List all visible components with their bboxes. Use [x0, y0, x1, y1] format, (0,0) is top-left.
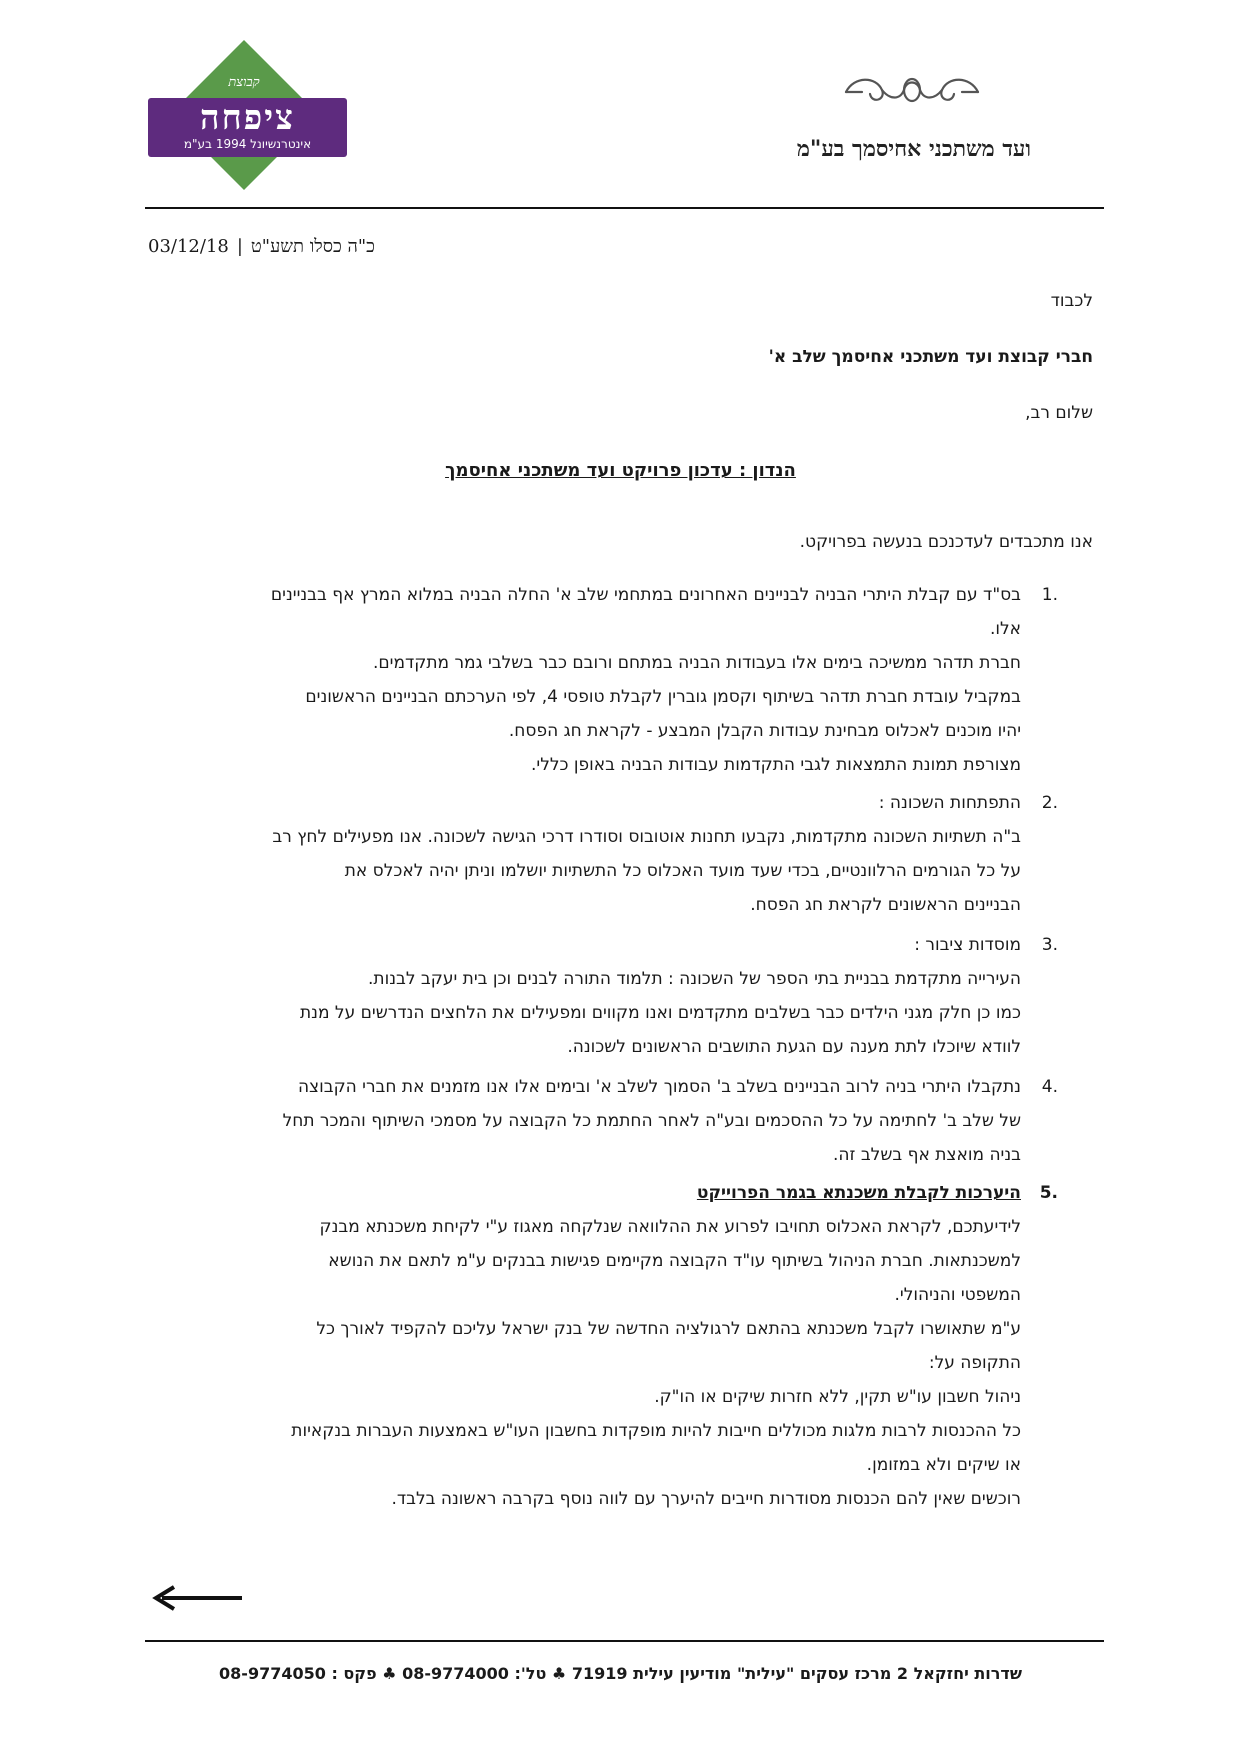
item-line: המשפטי והניהולי.: [894, 1285, 1021, 1305]
item-line: לידיעתכם, לקראת האכלוס תחויבו לפרוע את ההלוואה שנלקחה מאגוז ע"י לקיחת משכנתא מבנק: [319, 1217, 1021, 1237]
item-line: ב"ה תשתיות השכונה מתקדמות, נקבעו תחנות אוטובוס וסודרו דרכי הגישה לשכונה. אנו מפעילים לחץ רב: [272, 827, 1021, 847]
item-title: מוסדות ציבור :: [914, 935, 1021, 955]
item-number: 4.: [1041, 1077, 1058, 1097]
item-title: התפתחות השכונה :: [878, 793, 1021, 813]
footer-divider: [145, 1640, 1104, 1642]
company-logo: [148, 98, 347, 157]
footer-address: שדרות יחזקאל 2 מרכז עסקים "עילית" מודיעין עילית 71919 ♣ טל': 08-9774000 ♣ פקס : 08-9774050: [219, 1664, 1022, 1683]
item-line: של שלב ב' לחתימה על כל ההסכמים ובע"ה לאחר החתמת כל הקבוצה על מסמכי השיתוף והמכר תחל: [282, 1111, 1021, 1131]
item-number: 1.: [1041, 585, 1058, 605]
item-title: היערכות לקבלת משכנתא בגמר הפרוייקט: [696, 1183, 1021, 1203]
date-line: [148, 236, 375, 257]
hebrew-date: כ"ה כסלו תשע"ט: [250, 236, 375, 257]
gregorian-date: 03/12/18: [148, 236, 229, 257]
to-label: לכבוד: [1050, 291, 1093, 311]
item-line: לוודא שיוכלו לתת מענה עם הגעת התושבים הראשונים לשכונה.: [567, 1037, 1021, 1057]
item-line: ניהול חשבון עו"ש תקין, ללא חזרות שיקים או הו"ק.: [654, 1387, 1021, 1407]
item-line: במקביל עובדת חברת תדהר בשיתוף וקסמן גוברין לקבלת טופסי 4, לפי הערכתם הבניינים הראשונים: [305, 687, 1021, 707]
ornament-icon: [842, 70, 982, 116]
greeting: שלום רב,: [1025, 403, 1093, 423]
arrow-left-icon: [152, 1585, 244, 1611]
item-line: הבניינים הראשונים לקראת חג הפסח.: [750, 895, 1021, 915]
item-line: ע"מ שתאושרו לקבל משכנתא בהתאם לרגולציה החדשה של בנק ישראל עליכם להקפיד לאורך כל: [316, 1319, 1021, 1339]
item-line: כל ההכנסות לרבות מלגות מכוללים חייבות להיות מופקדות בחשבון העו"ש באמצעות העברות בנקאיות: [291, 1421, 1021, 1441]
item-line: חברת תדהר ממשיכה בימים אלו בעבודות הבניה במתחם ורובם כבר בשלבי גמר מתקדמים.: [372, 653, 1021, 673]
item-line: העירייה מתקדמת בבניית בתי הספר של השכונה : תלמוד התורה לבנים וכן בית יעקב לבנות.: [368, 969, 1021, 989]
item-line: התקופה על:: [928, 1353, 1021, 1373]
recipients: חברי קבוצת ועד משתכני אחיסמך שלב א': [768, 347, 1093, 367]
logo-subtitle: אינטרנשיונל 1994 בע"מ: [183, 137, 312, 151]
item-line: נתקבלו היתרי בניה לרוב הבניינים בשלב ב' הסמוך לשלב א' ובימים אלו אנו מזמנים את חברי הקבוצה: [297, 1077, 1021, 1097]
item-line: מצורפת תמונת התמצאות לגבי התקדמות עבודות הבניה באופן כללי.: [531, 755, 1021, 775]
intro-text: אנו מתכבדים לעדכנכם בנעשה בפרויקט.: [799, 532, 1093, 552]
item-line: אלו.: [989, 619, 1021, 639]
subject-line: הנדון : עדכון פרויקט ועד משתכני אחיסמך: [445, 460, 796, 481]
logo-name: ציפחה: [200, 98, 295, 138]
header-divider: [145, 207, 1104, 209]
item-line: על כל הגורמים הרלוונטיים, בכדי שעד מועד האכלוס כל התשתיות יושלמו וניתן יהיה לאכלס את: [344, 861, 1021, 881]
item-number: 2.: [1041, 793, 1058, 813]
logo-small-word: קבוצת: [228, 75, 260, 90]
item-line: או שיקים ולא במזומן.: [866, 1455, 1021, 1475]
item-line: כמו כן חלק מגני הילדים כבר בשלבים מתקדמים ואנו מקווים ומפעילים את הלחצים הנדרשים על מנת: [299, 1003, 1021, 1023]
item-line: יהיו מוכנים לאכלוס מבחינת עבודות הקבלן המבצע - לקראת חג הפסח.: [508, 721, 1021, 741]
item-line: בניה מואצת אף בשלב זה.: [833, 1145, 1021, 1165]
committee-title: ועד משתכני אחיסמך בע"מ: [796, 136, 1031, 162]
item-line: רוכשים שאין להם הכנסות מסודרות חייבים להיערך עם לווה נוסף בקרבה ראשונה בלבד.: [391, 1489, 1021, 1509]
item-number: 5.: [1039, 1183, 1058, 1203]
date-separator: |: [236, 236, 243, 257]
item-line: בס"ד עם קבלת היתרי הבניה לבניינים האחרונים במתחמי שלב א' החלה הבניה במלוא המרץ אף בבניינים: [270, 585, 1021, 605]
item-number: 3.: [1041, 935, 1058, 955]
item-line: למשכנתאות. חברת הניהול בשיתוף עו"ד הקבוצה מקיימים פגישות בבנקים ע"מ לתאם את הנושא: [328, 1251, 1021, 1271]
